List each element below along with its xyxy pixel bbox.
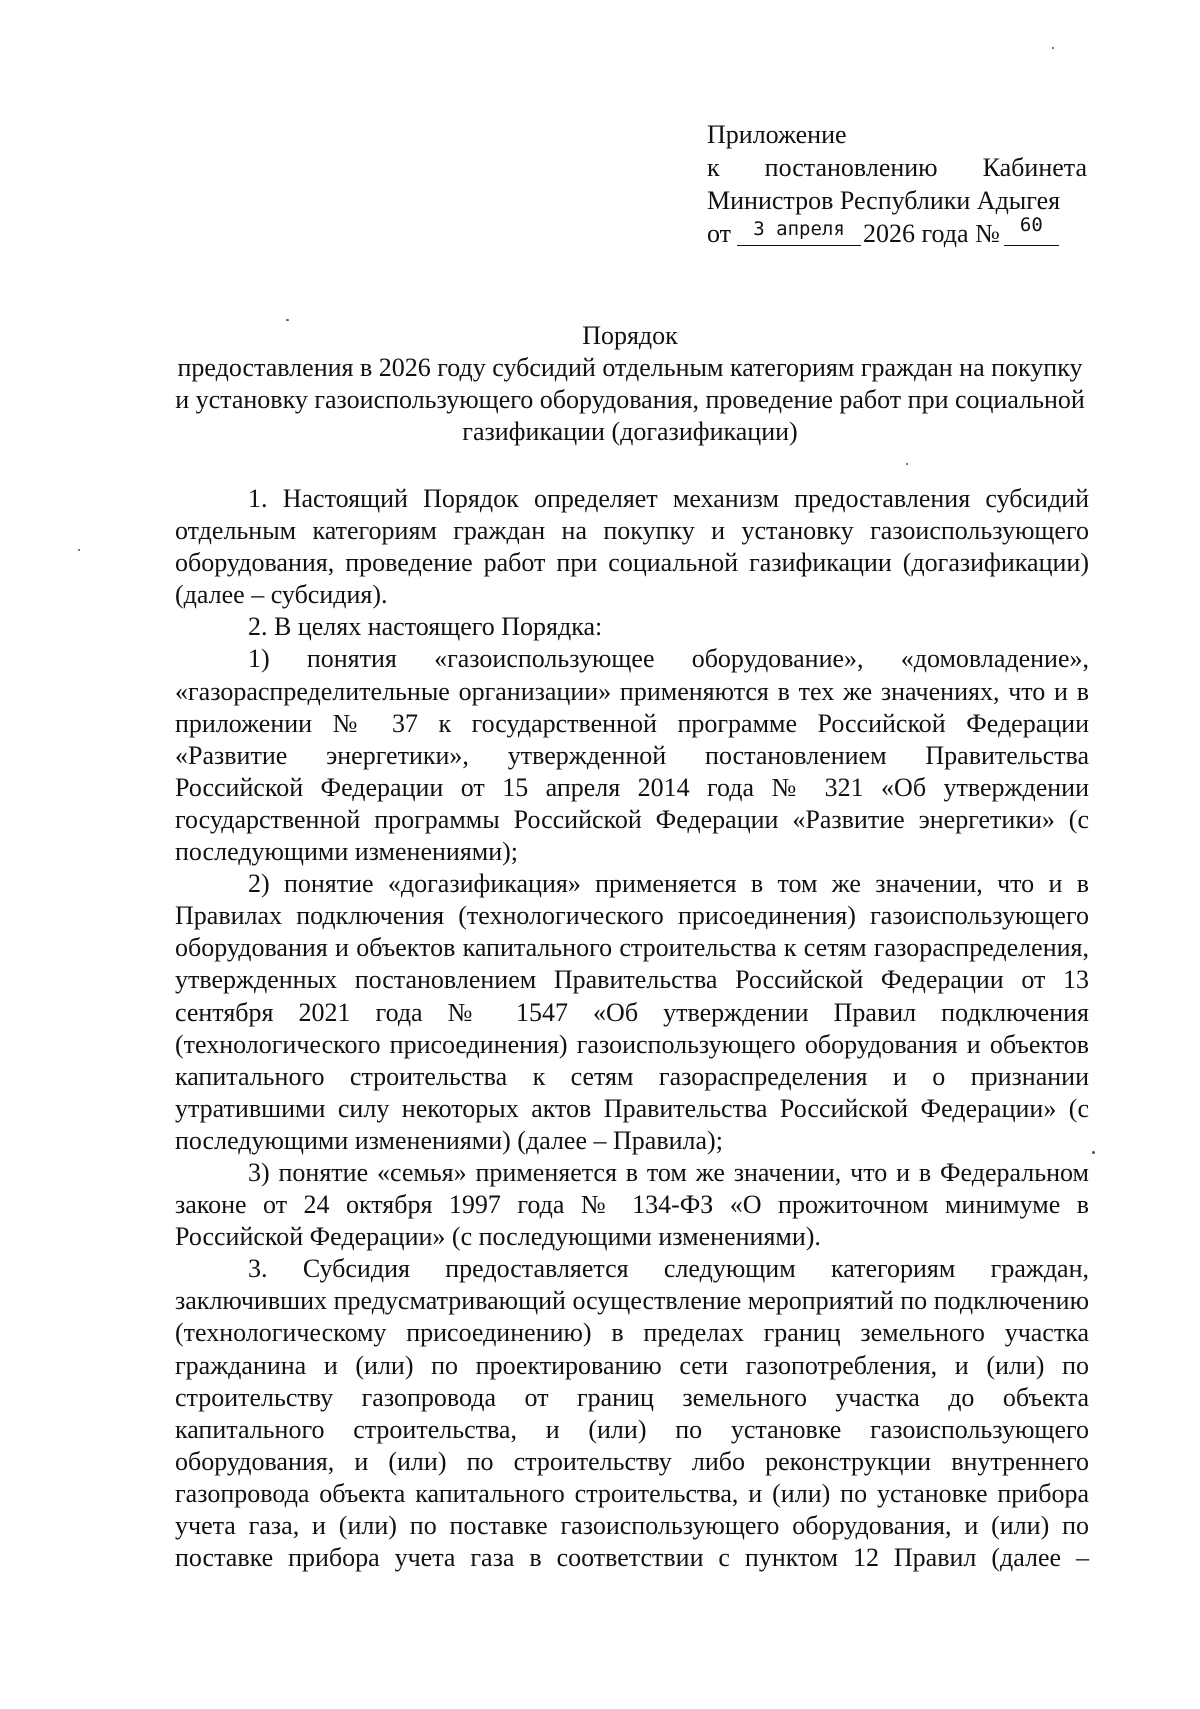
appendix-ministers-line: Министров Республики Адыгея <box>707 186 1061 215</box>
scan-speck <box>906 463 908 465</box>
paragraph-2: 2. В целях настоящего Порядка: <box>248 612 603 642</box>
paragraph-2-2: 2) понятие «догазификация» применяется в том же значении, что и в Правилах подключения (технологического присоединения) газоиспользующего оборудования и объектов капитального строительства к сетям газораспределения, утвержденных постановлением Правительства Российской Федерации от 13 сентября 2021 года № 1547 «Об утверждении Правил подключения (технологического присоединения) газоиспользующего оборудования и объектов капитального строительства к сетям газораспределения и о признании утратившими силу некоторых актов Правительства Российской Федерации» (с последующими изменениями) (далее – Правила); <box>175 869 1089 1155</box>
paragraph-3: 3. Субсидия предоставляется следующим категориям граждан, заключивших предусматривающий осуществление мероприятий по подключению (технологическому присоединению) в пределах границ земельного участка гражданина и (или) по проектированию сети газопотребления, и (или) по строительству газопровода от границ земельного участка до объекта капитального строительства, и (или) по установке газоиспользующего оборудования, и (или) по строительству либо реконструкции внутреннего газопровода объекта капитального строительства, и (или) по установке прибора учета газа, и (или) по поставке газоиспользующего оборудования, и (или) по поставке прибора учета газа в соответствии с пунктом 12 Правил (далее – <box>175 1254 1089 1573</box>
scan-speck <box>1092 1151 1095 1154</box>
scan-speck <box>1052 47 1054 49</box>
date-field <box>737 217 861 246</box>
appendix-from-label: от <box>707 219 732 248</box>
appendix-resolution-line <box>707 151 1087 184</box>
document-title <box>170 320 1090 448</box>
appendix-header <box>707 118 1087 250</box>
paragraph-2-1: 1) понятия «газоиспользующее оборудование», «домовладение», «газораспределительные организации» применяются в тех же значениях, что и в приложении № 37 к государственной программе Российской Федерации «Развитие энергетики», утвержденной постановлением Правительства Российской Федерации от 15 апреля 2014 года № 321 «Об утверждении государственной программы Российской Федерации «Развитие энергетики» (с последующими изменениями); <box>175 644 1089 867</box>
document-body <box>175 483 1089 1574</box>
number-value: 60 <box>1019 214 1043 236</box>
appendix-title: Приложение <box>707 120 847 149</box>
appendix-word-resolution: постановлению <box>764 153 938 182</box>
title-subheading: предоставления в 2026 году субсидий отдельным категориям граждан на покупку и установку газоиспользующего оборудования, проведение работ при социальной газификации (догазификации) <box>175 353 1085 446</box>
scan-speck <box>78 549 80 551</box>
title-heading: Порядок <box>582 321 678 350</box>
paragraph-1: 1. Настоящий Порядок определяет механизм предоставления субсидий отдельным категориям граждан на покупку и установку газоиспользующего оборудования, проведение работ при социальной газификации (догазификации) (далее – субсидия). <box>175 484 1089 610</box>
number-field <box>1004 214 1059 246</box>
appendix-date-line <box>707 214 1087 250</box>
appendix-word-k: к <box>707 153 720 182</box>
scan-speck <box>286 319 289 321</box>
paragraph-2-3: 3) понятие «семья» применяется в том же значении, что и в Федеральном законе от 24 октября 1997 года № 134-ФЗ «О прожиточном минимуме в Российской Федерации» (с последующими изменениями). <box>175 1157 1089 1252</box>
appendix-word-cabinet: Кабинета <box>982 153 1087 182</box>
date-value: 3 апреля <box>753 218 845 240</box>
appendix-year-label: 2026 года № <box>863 219 1000 248</box>
